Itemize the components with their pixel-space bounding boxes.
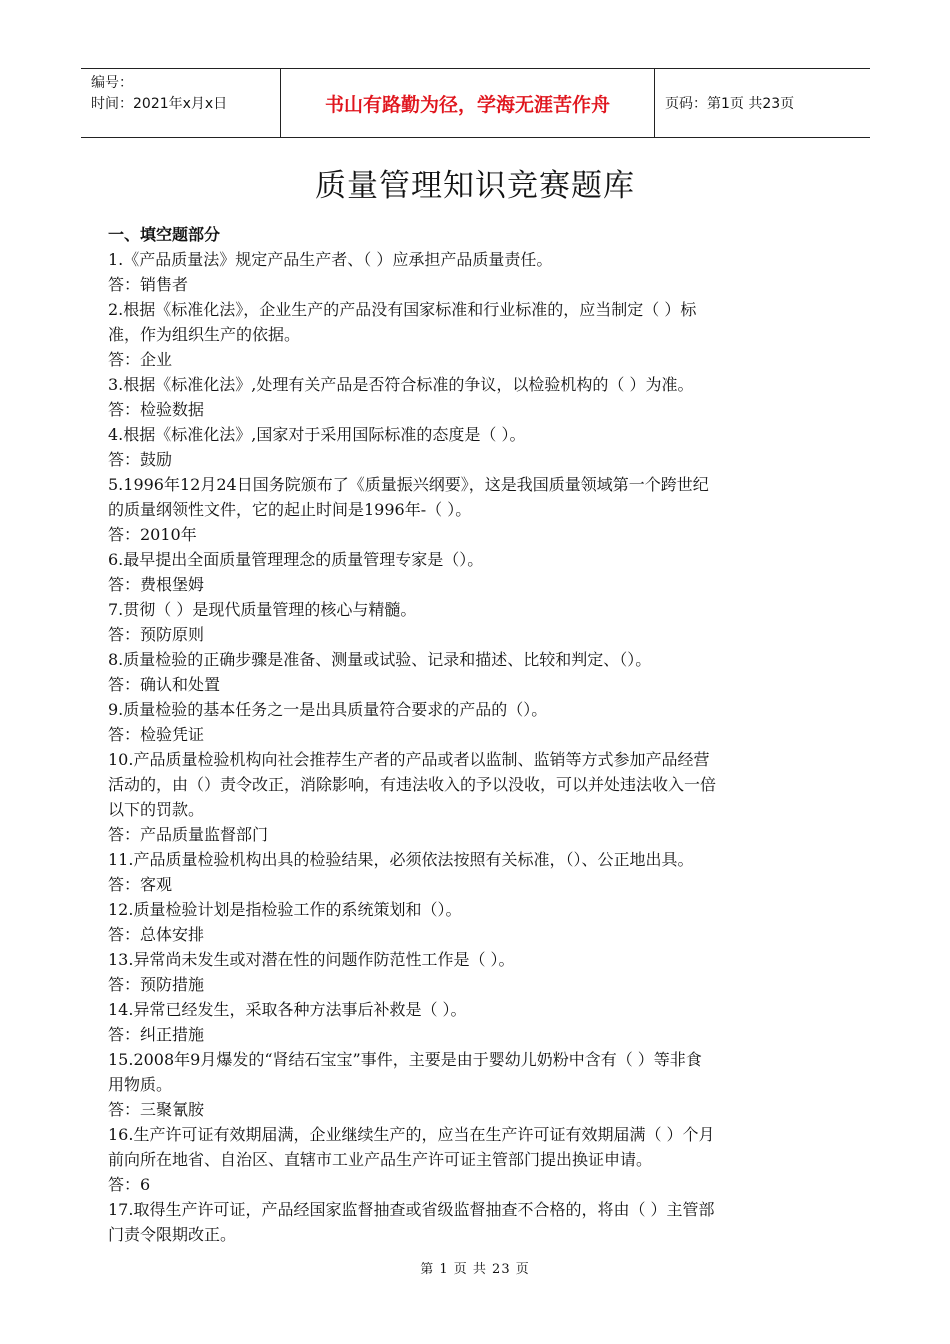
question-text: 8.质量检验的正确步骤是准备、测量或试验、记录和描述、比较和判定、（）。 [108,650,652,669]
question-item [108,897,843,947]
question-item [108,422,843,472]
question-text: 17.取得生产许可证，产品经国家监督抽查或省级监督抽查不合格的，将由（ ）主管部 [108,1200,715,1219]
question-item [108,472,843,547]
answer-text: 答：总体安排 [108,925,205,944]
question-item [108,947,843,997]
question-text: 以下的罚款。 [108,800,205,819]
question-text: 前向所在地省、自治区、直辖市工业产品生产许可证主管部门提出换证申请。 [108,1150,653,1169]
header-meta [81,69,281,137]
answer-text: 答：确认和处置 [108,675,221,694]
question-item [108,997,843,1047]
question-item [108,1122,843,1197]
answer-text: 答：预防措施 [108,975,205,994]
question-item [108,1197,843,1247]
question-text: 门责令限期改正。 [108,1225,237,1244]
page-footer: 第 1 页 共 23 页 [420,1262,530,1277]
answer-text: 答：销售者 [108,275,189,294]
question-item [108,747,843,847]
question-item [108,247,843,297]
question-text: 活动的，由（）责令改正，消除影响，有违法收入的予以没收，可以并处违法收入一倍 [108,775,717,794]
question-text: 3.根据《标准化法》,处理有关产品是否符合标准的争议，以检验机构的（ ）为准。 [108,375,694,394]
question-item [108,372,843,422]
question-text: 6.最早提出全面质量管理理念的质量管理专家是（）。 [108,550,484,569]
answer-text: 答：检验凭证 [108,725,205,744]
question-text: 11.产品质量检验机构出具的检验结果，必须依法按照有关标准，（）、公正地出具。 [108,850,694,869]
question-text: 7.贯彻（ ）是现代质量管理的核心与精髓。 [108,600,417,619]
question-text: 15.2008年9月爆发的“肾结石宝宝”事件，主要是由于婴幼儿奶粉中含有（ ）等非食 [108,1050,702,1069]
question-list [108,222,843,1247]
answer-text: 答：2010年 [108,525,197,544]
header-page-info: 页码：第1页 共23页 [665,96,795,112]
answer-text: 答：预防原则 [108,625,205,644]
number-label: 编号： [91,75,133,91]
question-text: 4.根据《标准化法》,国家对于采用国际标准的态度是（ ）。 [108,425,526,444]
question-item [108,847,843,897]
document-title: 质量管理知识竞赛题库 [315,168,635,204]
question-text: 13.异常尚未发生或对潜在性的问题作防范性工作是（ ）。 [108,950,515,969]
answer-text: 答：产品质量监督部门 [108,825,269,844]
question-item [108,1047,843,1122]
question-item [108,697,843,747]
section-title: 一、填空题部分 [108,225,221,244]
question-text: 10.产品质量检验机构向社会推荐生产者的产品或者以监制、监销等方式参加产品经营 [108,750,710,769]
header-table [81,68,870,138]
question-text: 9.质量检验的基本任务之一是出具质量符合要求的产品的（）。 [108,700,548,719]
question-item [108,297,843,372]
answer-text: 答：企业 [108,350,173,369]
date-label: 时间：2021年x月x日 [91,96,228,112]
answer-text: 答：纠正措施 [108,1025,205,1044]
answer-text: 答：费根堡姆 [108,575,205,594]
answer-text: 答：客观 [108,875,173,894]
question-text: 准，作为组织生产的依据。 [108,325,301,344]
question-text: 的质量纲领性文件，它的起止时间是1996年-（ ）。 [108,500,472,519]
answer-text: 答：检验数据 [108,400,205,419]
answer-text: 答：6 [108,1175,151,1194]
answer-text: 答：三聚氰胺 [108,1100,205,1119]
answer-text: 答：鼓励 [108,450,173,469]
question-text: 5.1996年12月24日国务院颁布了《质量振兴纲要》，这是我国质量领域第一个跨世纪 [108,475,709,494]
question-item [108,547,843,597]
question-text: 1.《产品质量法》规定产品生产者、（ ）应承担产品质量责任。 [108,250,553,269]
question-text: 用物质。 [108,1075,173,1094]
header-motto: 书山有路勤为径，学海无涯苦作舟 [281,69,655,137]
question-item [108,647,843,697]
question-text: 14.异常已经发生，采取各种方法事后补救是（ ）。 [108,1000,467,1019]
question-text: 12.质量检验计划是指检验工作的系统策划和（）。 [108,900,462,919]
question-text: 16.生产许可证有效期届满，企业继续生产的，应当在生产许可证有效期届满（ ）个月 [108,1125,715,1144]
question-text: 2.根据《标准化法》，企业生产的产品没有国家标准和行业标准的，应当制定（ ）标 [108,300,697,319]
question-item [108,597,843,647]
